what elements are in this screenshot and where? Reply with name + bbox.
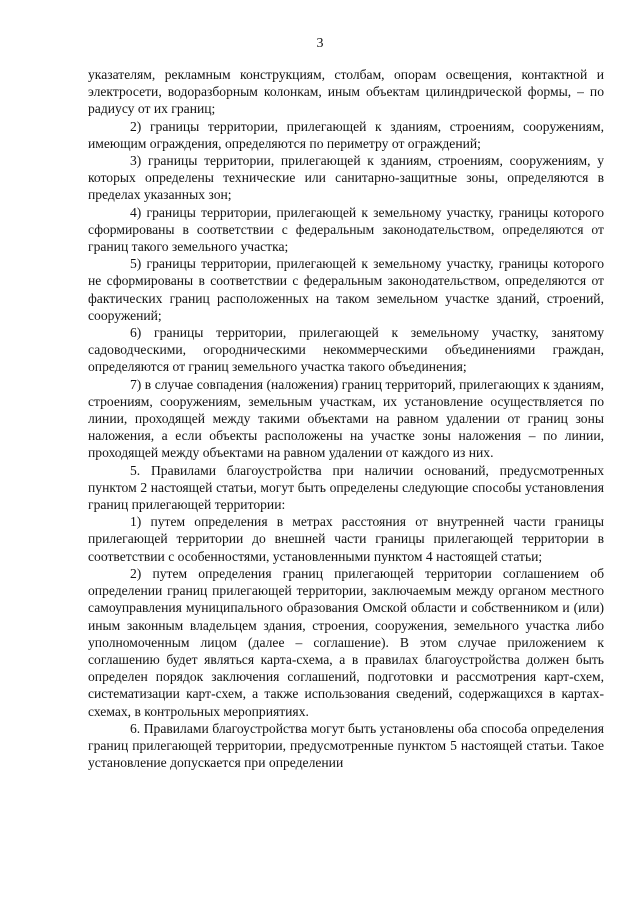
paragraph-11: 6. Правилами благоустройства могут быть установлены оба способа определения границ прилегающей территории, предусмотренные пунктом 5 настоящей статьи. Такое установление допускается при определении xyxy=(88,720,604,771)
paragraph-8: 5. Правилами благоустройства при наличии оснований, предусмотренных пунктом 2 настоящей статьи, могут быть определены следующие способы установления границ прилегающей территории: xyxy=(88,462,604,513)
paragraph-5: 5) границы территории, прилегающей к земельному участку, границы которого не сформированы в соответствии с федеральным законодательством, определяются от фактических границ расположенных на таком земельном участке зданий, строений, сооружений; xyxy=(88,256,604,323)
paragraph-10: 2) путем определения границ прилегающей территории соглашением об определении границ прилегающей территории, заключаемым между органом местного самоуправления муниципального образования Омской области и собственником и (или) иным законным владельцем здания, строения, сооружения, земельного участка либо уполномоченным лицом (далее – соглашение). В этом случае приложением к соглашению будет являться карта-схема, а в правилах благоустройства должен быть определен порядок заключения соглашений, подготовки и рассмотрения карт-схем, систематизации карт-схем, а также использования сведений, содержащихся в картах-схемах, в контрольных мероприятиях. xyxy=(88,565,604,719)
paragraph-3: 3) границы территории, прилегающей к зданиям, строениям, сооружениям, у которых определены технические или санитарно-защитные зоны, определяются в пределах указанных зон; xyxy=(88,153,604,203)
paragraph-7: 7) в случае совпадения (наложения) границ территорий, прилегающих к зданиям, строениям, сооружениям, земельным участкам, их установление осуществляется по линии, проходящей между такими объектами на равном удалении от границ зоны наложения, а если объекты расположены на участке зоны наложения – по линии, проходящей между объектами на равном удалении от каждого из них. xyxy=(88,376,604,461)
page-number: 3 xyxy=(316,36,324,51)
paragraph-2: 2) границы территории, прилегающей к зданиям, строениям, сооружениям, имеющим ограждения, определяются по периметру от ограждений; xyxy=(88,118,604,151)
paragraph-6: 6) границы территории, прилегающей к земельному участку, занятому садоводческими, огородническими некоммерческими объединениями граждан, определяются от границ земельного участка такого объединения; xyxy=(88,325,604,375)
paragraph-9: 1) путем определения в метрах расстояния от внутренней части границы прилегающей территории до внешней части границы прилегающей территории в соответствии с особенностями, установленными пунктом 4 настоящей статьи; xyxy=(88,514,604,564)
paragraph-1: указателям, рекламным конструкциям, столбам, опорам освещения, контактной и электросети, водоразборным колонкам, иным объектам цилиндрической формы, – по радиусу от их границ; xyxy=(88,67,604,117)
paragraph-4: 4) границы территории, прилегающей к земельному участку, границы которого сформированы в соответствии с федеральным законодательством, определяются от границ такого земельного участка; xyxy=(88,204,604,255)
body-text xyxy=(88,66,604,771)
